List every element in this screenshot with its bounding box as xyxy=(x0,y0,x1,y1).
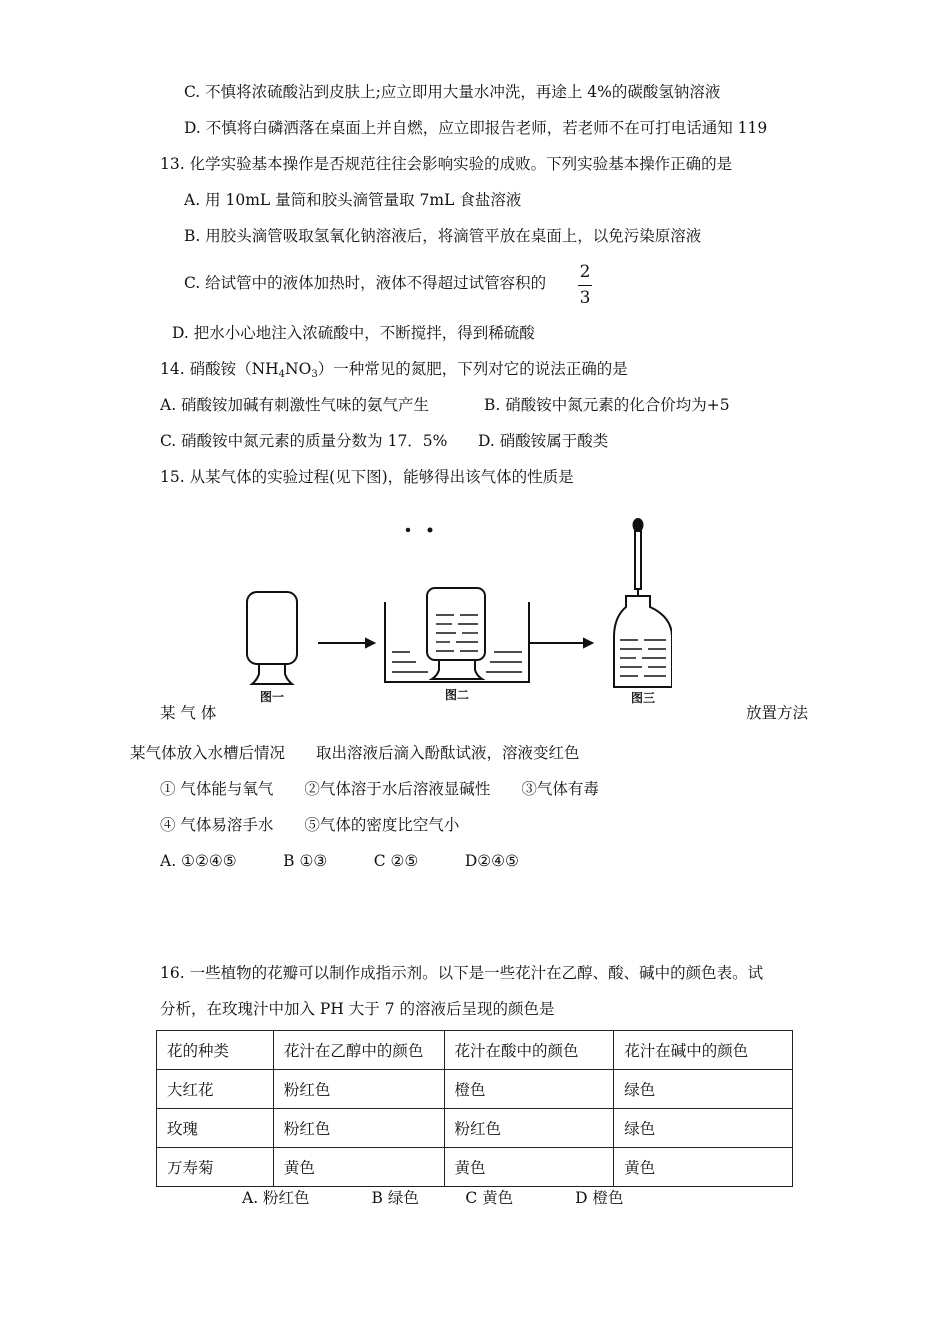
table-cell: 粉红色 xyxy=(273,1070,444,1109)
q13-fraction-denominator: 3 xyxy=(579,288,591,308)
water-trough-icon xyxy=(385,588,529,682)
dropper-icon xyxy=(634,519,643,595)
q13-option-c: C. 给试管中的液体加热时，液体不得超过试管容积的 xyxy=(184,274,547,292)
table-header-cell: 花汁在乙醇中的颜色 xyxy=(273,1031,444,1070)
table-row xyxy=(157,1070,793,1109)
q14-option-b: B. 硝酸铵中氮元素的化合价均为+5 xyxy=(484,396,730,414)
q12-option-d: D. 不慎将白磷洒落在桌面上并自燃，应立即报告老师，若老师不在可打电话通知 119 xyxy=(184,119,768,137)
q14-option-d: D. 硝酸铵属于酸类 xyxy=(478,432,609,450)
q13-fraction-numerator: 2 xyxy=(579,262,591,282)
q13-option-d: D. 把水小心地注入浓硫酸中，不断搅拌，得到稀硫酸 xyxy=(172,324,535,342)
table-row xyxy=(157,1109,793,1148)
table-header-cell: 花汁在酸中的颜色 xyxy=(444,1031,614,1070)
fig2-label: 图二 xyxy=(444,688,470,702)
table-cell: 大红花 xyxy=(157,1070,274,1109)
table-cell: 万寿菊 xyxy=(157,1148,274,1187)
q15-stem: 15. 从某气体的实验过程(见下图)，能够得出该气体的性质是 xyxy=(160,468,574,486)
table-header-cell: 花的种类 xyxy=(157,1031,274,1070)
q14-option-a: A. 硝酸铵加碱有刺激性气味的氨气产生 xyxy=(160,396,430,414)
table-cell: 橙色 xyxy=(444,1070,614,1109)
q12-option-c: C. 不慎将浓硫酸沾到皮肤上;应立即用大量水冲洗，再途上 4%的碳酸氢钠溶液 xyxy=(184,83,721,101)
q16-choices: A. 粉红色 B 绿色 C 黄色 D 橙色 xyxy=(242,1189,624,1207)
q13-stem: 13. 化学实验基本操作是否规范往往会影响实验的成败。下列实验基本操作正确的是 xyxy=(160,155,733,173)
table-cell: 黄色 xyxy=(444,1148,614,1187)
q15-caption-line2: 某气体放入水槽后情况 取出溶液后滴入酚酞试液，溶液变红色 xyxy=(130,744,580,762)
q15-experiment-figure xyxy=(232,512,672,704)
table-cell: 玫瑰 xyxy=(157,1109,274,1148)
q16-stem-line1: 16. 一些植物的花瓣可以制作成指示剂。以下是一些花汁在乙醇、酸、碱中的颜色表。试 xyxy=(160,964,764,982)
table-cell: 粉红色 xyxy=(444,1109,614,1148)
table-cell: 绿色 xyxy=(614,1070,793,1109)
table-cell: 粉红色 xyxy=(273,1109,444,1148)
table-cell: 绿色 xyxy=(614,1109,793,1148)
inverted-bottle-icon xyxy=(247,592,297,684)
q13-fraction-bar xyxy=(578,285,592,286)
table-header-cell: 花汁在碱中的颜色 xyxy=(614,1031,793,1070)
q16-stem-line2: 分析，在玫瑰汁中加入 PH 大于 7 的溶液后呈现的颜色是 xyxy=(160,1000,555,1018)
table-cell: 黄色 xyxy=(614,1148,793,1187)
table-row xyxy=(157,1148,793,1187)
q13-option-a: A. 用 10mL 量筒和胶头滴管量取 7mL 食盐溶液 xyxy=(184,191,522,209)
table-cell: 黄色 xyxy=(273,1148,444,1187)
q15-caption-right: 放置方法 xyxy=(746,704,809,722)
flower-indicator-table xyxy=(156,1030,793,1187)
q13-option-b: B. 用胶头滴管吸取氢氧化钠溶液后，将滴管平放在桌面上，以免污染原溶液 xyxy=(184,227,702,245)
q15-caption-left: 某 气 体 xyxy=(160,704,217,722)
fig3-label: 图三 xyxy=(630,691,656,704)
table-header-row xyxy=(157,1031,793,1070)
q14-option-c: C. 硝酸铵中氮元素的质量分数为 17．5% xyxy=(160,432,448,450)
q14-stem: 14. 硝酸铵$(NH_4NO_3)$一种常见的氮肥，下列对它的说法正确的是 xyxy=(160,360,628,380)
q15-properties-1: ① 气体能与氧气 ②气体溶于水后溶液显碱性 ③气体有毒 xyxy=(160,780,599,798)
q15-properties-2: ④ 气体易溶手水 ⑤气体的密度比空气小 xyxy=(160,816,460,834)
q15-choices: A. ①②④⑤ B ①③ C ②⑤ D②④⑤ xyxy=(160,852,519,870)
fig1-label: 图一 xyxy=(259,690,285,704)
reagent-bottle-icon xyxy=(614,596,672,687)
